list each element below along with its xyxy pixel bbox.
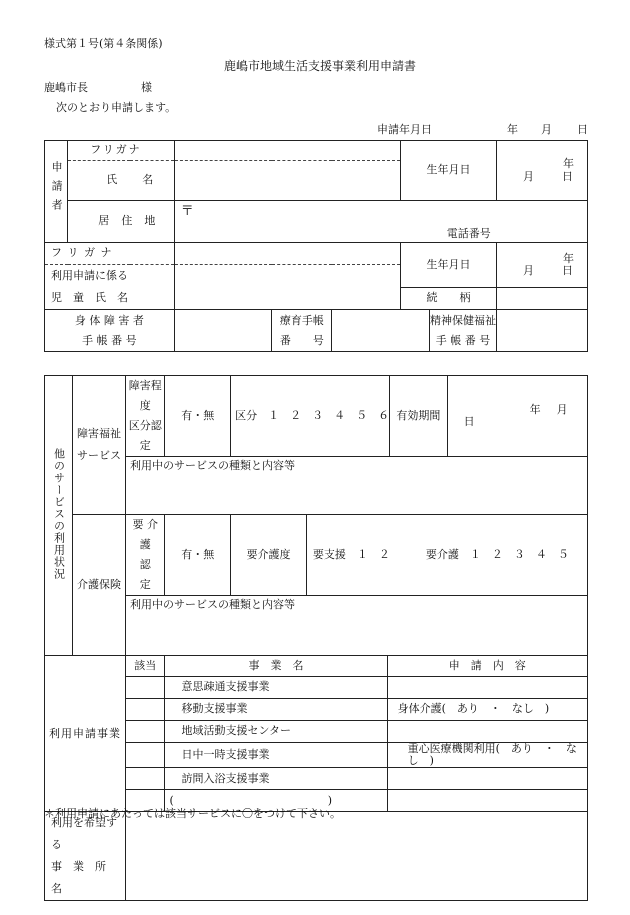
ryoiku-handbook-label: 療育手帳 番 号 (272, 310, 332, 352)
service-name: 地域活動支援センター (165, 721, 387, 743)
other-services-label: 他のサービスの利用状況 (45, 376, 73, 656)
applicant-name-field[interactable] (174, 161, 400, 201)
phone-label: 電話番号 (446, 227, 491, 240)
valid-period-field[interactable]: 年 月日 (447, 376, 587, 457)
service-check-cell[interactable] (126, 743, 165, 768)
care-cert-label: 要 介 護 認 定 (126, 515, 165, 596)
service-check-cell[interactable] (126, 677, 165, 699)
service-content[interactable]: 身体介護( あり ・ なし ) (387, 699, 587, 721)
service-content[interactable] (387, 721, 587, 743)
service-content[interactable] (387, 677, 587, 699)
intro-text: 次のとおり申請します。 (56, 101, 177, 114)
care-usage-field[interactable]: 利用中のサービスの種類と内容等 (126, 596, 588, 656)
service-content[interactable] (387, 768, 587, 790)
services-table (44, 375, 588, 901)
child-name-label: 利用申請に係る 児 童 氏 名 (45, 265, 175, 310)
welfare-usage-field[interactable]: 利用中のサービスの種類と内容等 (126, 457, 588, 515)
applicant-furigana-field[interactable] (174, 141, 400, 161)
apply-month: 月 (541, 123, 552, 136)
applicant-birth-field[interactable]: 年月 日 (496, 141, 587, 201)
desired-facility-label: 利用を希望する 事 業 所 名 (45, 812, 126, 901)
applicant-furigana-label: フリガナ (68, 141, 175, 161)
welfare-yes-no[interactable]: 有・無 (165, 376, 231, 457)
col-service-name: 事 業 名 (165, 656, 387, 677)
child-relation-label: 続 柄 (401, 287, 497, 310)
applicant-address-field[interactable] (174, 201, 587, 243)
service-check-cell[interactable] (126, 768, 165, 790)
apply-day: 日 (577, 123, 588, 136)
child-furigana-field[interactable] (174, 243, 400, 265)
service-content[interactable] (387, 790, 587, 812)
service-name: 訪問入浴支援事業 (165, 768, 387, 790)
applicant-table (44, 140, 588, 352)
child-birth-label: 生年月日 (401, 243, 497, 288)
service-name: 日中一時支援事業 (165, 743, 387, 768)
applicant-birth-label: 生年月日 (401, 141, 497, 201)
applicant-address-label: 居住地 (68, 201, 175, 243)
service-name: 移動支援事業 (165, 699, 387, 721)
desired-facility-field[interactable] (126, 812, 588, 901)
service-apply-label: 利用申請事業 (45, 656, 126, 812)
welfare-category[interactable]: 区分 １ ２ ３ ４ ５ ６ (231, 376, 390, 457)
page-title: 鹿嶋市地域生活支援事業利用申請書 (224, 59, 417, 73)
mental-handbook-label: 精神保健福祉 手 帳 番 号 (429, 310, 496, 352)
child-birth-field[interactable]: 年月 日 (496, 243, 587, 288)
addressee: 鹿嶋市長 (44, 81, 88, 94)
care-insurance-label: 介護保険 (73, 515, 126, 656)
service-content[interactable]: 重心医療機関利用( あり ・ なし ) (387, 743, 587, 768)
footer-note: ＊利用申請にあたっては該当サービスに〇をつけて下さい。 (44, 807, 341, 820)
postal-mark: 〒 (180, 204, 194, 219)
care-yes-no[interactable]: 有・無 (165, 515, 231, 596)
applicant-name-label: 氏 名 (68, 161, 175, 201)
service-check-cell[interactable] (126, 721, 165, 743)
service-name: 意思疎通支援事業 (165, 677, 387, 699)
care-level-label: 要介護度 (231, 515, 307, 596)
ryoiku-handbook-field[interactable] (332, 310, 430, 352)
honorific: 様 (141, 81, 152, 94)
welfare-cert-label: 障害程度 区分認定 (126, 376, 165, 457)
child-furigana-label: フ リ ガ ナ (45, 243, 175, 265)
valid-period-label: 有効期間 (390, 376, 447, 457)
apply-date-label: 申請年月日 (377, 123, 432, 136)
form-number: 様式第１号(第４条関係) (44, 37, 163, 50)
applicant-section-label: 申請者 (45, 141, 68, 243)
apply-year: 年 (507, 123, 518, 136)
physical-handbook-label: 身 体 障 害 者 手 帳 番 号 (45, 310, 175, 352)
physical-handbook-field[interactable] (174, 310, 272, 352)
col-applicable: 該当 (126, 656, 165, 677)
service-check-cell[interactable] (126, 699, 165, 721)
care-level-field[interactable]: 要支援 １ ２ 要介護 １ ２ ３ ４ ５ (306, 515, 587, 596)
mental-handbook-field[interactable] (496, 310, 587, 352)
child-relation-field[interactable] (496, 287, 587, 310)
col-content: 申 請 内 容 (387, 656, 587, 677)
child-name-field[interactable] (174, 265, 400, 310)
welfare-service-label: 障害福祉 サービス (73, 376, 126, 515)
service-name-other[interactable]: ( ) (165, 790, 387, 812)
